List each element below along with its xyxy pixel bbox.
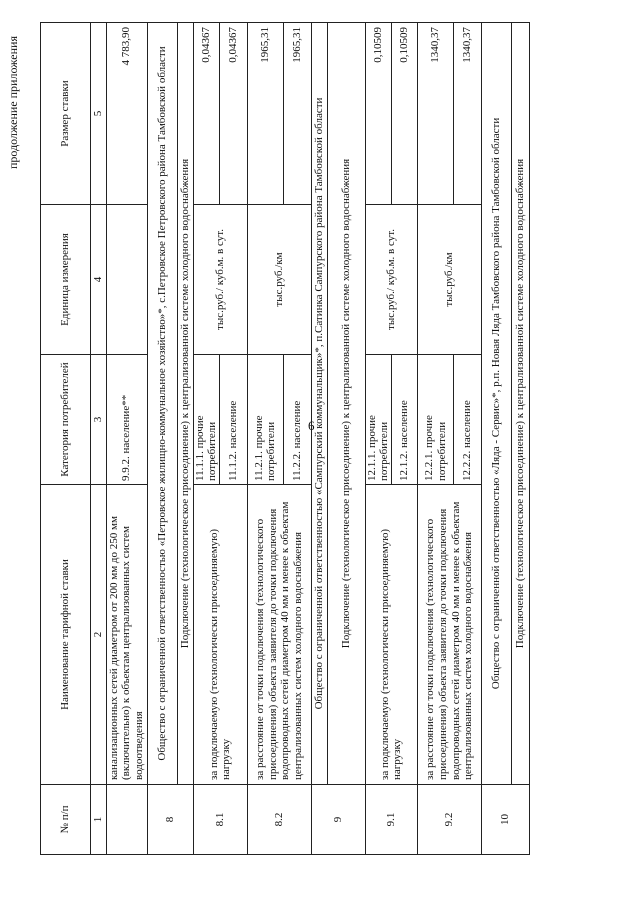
index-cell: 5	[91, 23, 107, 205]
row-category: 11.1.2. население	[219, 355, 247, 485]
section-title: Общество с ограниченной ответственностью «Ляда - Сервис»*, р.п. Новая Ляда Тамбовского района Тамбовской области	[482, 23, 512, 785]
index-cell: 2	[91, 485, 107, 785]
row-name: за расстояние от точки подключения (технологического присоединения) объекта заявителя до точки подключения водопроводных сетей диаметром 40 мм и менее к объектам централизованных систем холодного водоснабжения	[247, 485, 311, 785]
section-num: 8	[147, 785, 193, 855]
row-num: 9.1	[365, 785, 417, 855]
table-row	[365, 23, 391, 855]
table-row	[418, 23, 454, 855]
section-title: Общество с ограниченной ответственностью «Петровское жилищно-коммунальное хозяйство»*, с.Петровское Петровского района Тамбовской области	[147, 23, 177, 785]
row-unit: тыс.руб./ куб.м. в сут.	[365, 205, 417, 355]
row-num: 8.2	[247, 785, 311, 855]
rotated-page-content	[0, 20, 640, 885]
header-num: № п/п	[41, 785, 91, 855]
row-rate: 0,10509	[365, 23, 391, 205]
continuation-label: продолжение приложения	[6, 36, 20, 169]
row-name: за подключаемую (технологически присоединяемую) нагрузку	[365, 485, 417, 785]
section-row	[311, 23, 327, 855]
table-row	[193, 23, 219, 855]
index-cell: 4	[91, 205, 107, 355]
section-subtitle: Подключение (технологическое присоединение) к централизованной системе холодного водоснабжения	[177, 23, 193, 785]
row-unit: тыс.руб./км	[247, 205, 311, 355]
row-name: канализационных сетей диаметром от 200 мм до 250 мм (включительно) к объектам централизованных систем водоотведения	[106, 485, 147, 785]
table-row	[247, 23, 283, 855]
header-category: Категория потребителей	[41, 355, 91, 485]
row-category: 12.2.1. прочие потребители	[418, 355, 454, 485]
row-rate: 1965,31	[283, 23, 311, 205]
row-unit: тыс.руб./км	[418, 205, 482, 355]
row-category: 12.1.1. прочие потребители	[365, 355, 391, 485]
index-row	[91, 23, 107, 855]
section-subtitle-row	[177, 23, 193, 855]
row-rate: 4 783,90	[106, 23, 147, 205]
page-number: 6	[308, 418, 315, 433]
row-rate: 1340,37	[454, 23, 482, 205]
row-rate: 1340,37	[418, 23, 454, 205]
row-category: 12.2.2. население	[454, 355, 482, 485]
section-subtitle-row	[327, 23, 365, 855]
row-category: 11.1.1. прочие потребители	[193, 355, 219, 485]
row-rate: 0,04367	[193, 23, 219, 205]
section-subtitle-row	[512, 23, 530, 855]
row-category: 11.2.1. прочие потребители	[247, 355, 283, 485]
row-num: 8.1	[193, 785, 247, 855]
row-unit	[106, 205, 147, 355]
section-row	[147, 23, 177, 855]
row-category: 9.9.2. население**	[106, 355, 147, 485]
row-rate: 0,04367	[219, 23, 247, 205]
index-cell: 1	[91, 785, 107, 855]
row-num: 9.2	[418, 785, 482, 855]
row-rate: 0,10509	[392, 23, 418, 205]
tariff-table	[40, 22, 530, 855]
header-rate: Размер ставки	[41, 23, 91, 205]
table-row	[106, 23, 147, 855]
index-cell: 3	[91, 355, 107, 485]
section-num: 9	[311, 785, 365, 855]
row-name: за подключаемую (технологически присоединяемую) нагрузку	[193, 485, 247, 785]
row-name: за расстояние от точки подключения (технологического присоединения) объекта заявителя до точки подключения водопроводных сетей диаметром 40 мм и менее к объектам централизованных систем холодного водоснабжения	[418, 485, 482, 785]
section-num: 10	[482, 785, 530, 855]
header-row	[41, 23, 91, 855]
header-unit: Единица измерения	[41, 205, 91, 355]
section-subtitle: Подключение (технологическое присоединение) к централизованной системе холодного водоснабжения	[327, 23, 365, 785]
section-row	[482, 23, 512, 855]
row-category: 11.2.2. население	[283, 355, 311, 485]
header-name: Наименование тарифной ставки	[41, 485, 91, 785]
row-rate: 1965,31	[247, 23, 283, 205]
section-title: Общество с ограниченной ответственностью «Сампурский коммунальщик»*, п.Сатинка Сампурского района Тамбовской области	[311, 23, 327, 785]
row-category: 12.1.2. население	[392, 355, 418, 485]
section-subtitle: Подключение (технологическое присоединение) к централизованной системе холодного водоснабжения	[512, 23, 530, 785]
row-unit: тыс.руб./ куб.м. в сут.	[193, 205, 247, 355]
row-num	[106, 785, 147, 855]
